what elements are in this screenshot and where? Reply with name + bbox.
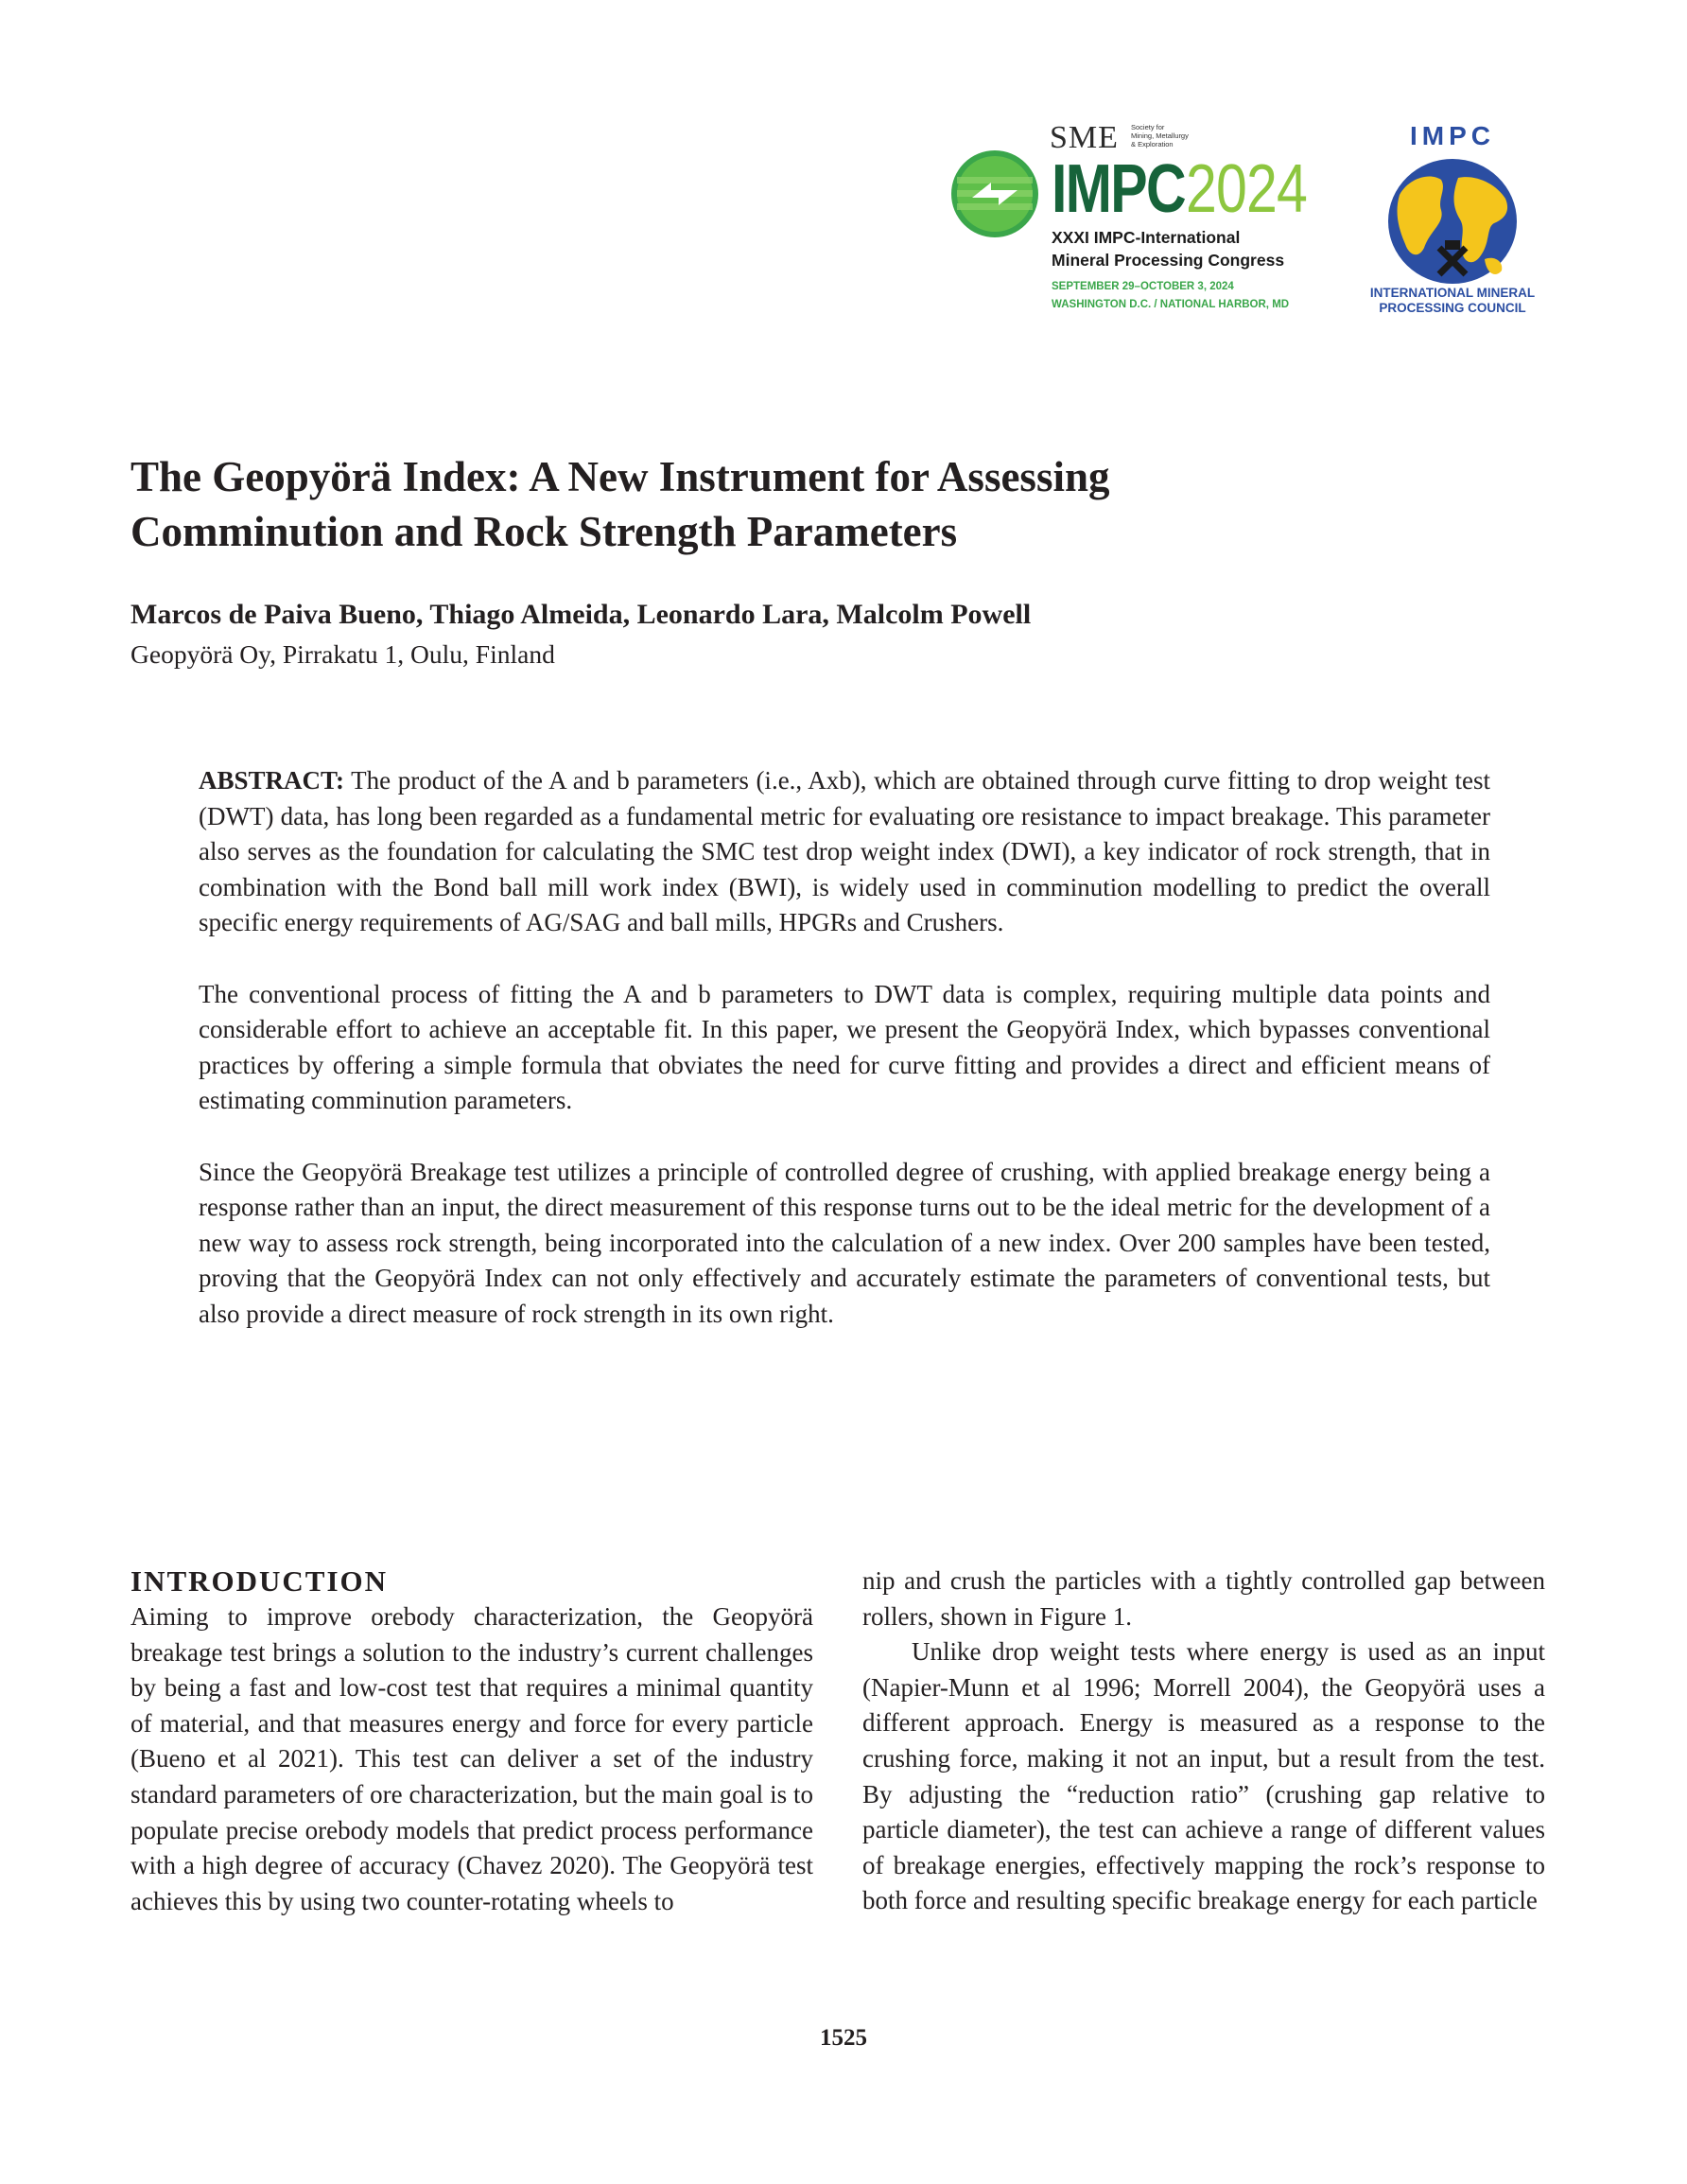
abstract-paragraph: Since the Geopyörä Breakage test utilizes a principle of controlled degree of crushing, with applied breakage energy being a response rather than an input, the direct measurement of this response turns out to be the ideal metric for the development of a new way to assess rock strength, being incorporated into the calculation of a new index. Over 200 samples have been tested, proving that the Geopyörä Index can not only effectively and accurately estimate the parameters of conventional tests, but also provide a direct measure of rock strength in its own right. [199, 1157, 1490, 1328]
body-paragraph: nip and crush the particles with a tightly controlled gap between rollers, shown in Figure 1. [862, 1566, 1545, 1631]
impc-council-title: IMPC [1410, 121, 1495, 150]
impc-year: 2024 [1186, 151, 1308, 227]
sme-wordmark: SME [1050, 120, 1119, 155]
author-list: Marcos de Paiva Bueno, Thiago Almeida, Leonardo Lara, Malcolm Powell [130, 599, 1032, 630]
section-heading-introduction: INTRODUCTION [130, 1564, 389, 1598]
impc-council-logo [1358, 121, 1547, 320]
sme-tagline-line: & Exploration [1131, 140, 1174, 149]
council-name-line2: PROCESSING COUNCIL [1379, 301, 1526, 315]
congress-location: WASHINGTON D.C. / NATIONAL HARBOR, MD [1052, 299, 1290, 310]
congress-dates: SEPTEMBER 29–OCTOBER 3, 2024 [1052, 281, 1234, 292]
paper-title-line: Comminution and Rock Strength Parameters [130, 508, 958, 555]
body-paragraph: Unlike drop weight tests where energy is used as an input (Napier-Munn et al 1996; Morrell 2004), the Geopyörä uses a different approach. Energy is measured as a response to the crushing force, making it not an input, but a result from the test. By adjusting the “reduction ratio” (crushing gap relative to particle diameter), the test can achieve a range of different values of breakage energies, effectively mapping the rock’s response to both force and resulting specific breakage energy for each particle [862, 1637, 1545, 1915]
impc-word: IMPC [1052, 151, 1186, 227]
abstract-paragraph [199, 763, 1490, 941]
abstract-text: The product of the A and b parameters (i.e., Axb), which are obtained through curve fitting to drop weight test (DWT) data, has long been regarded as a fundamental metric for evaluating ore resistance to impact breakage. This parameter also serves as the foundation for calculating the SMC test drop weight index (DWI), a key indicator of rock strength, that in combination with the Bond ball mill work index (BWI), is widely used in comminution modelling to predict the overall specific energy requirements of AG/SAG and ball mills, HPGRs and Crushers. [199, 766, 1491, 937]
sme-tagline-line: Society for [1131, 123, 1165, 131]
body-column-right [862, 1564, 1545, 1919]
body-paragraph: Aiming to improve orebody characterization, the Geopyörä breakage test brings a solution to the industry’s current challenges by being a fast and low-cost test that requires a minimal quantity of material, and that measures energy and force for every particle (Bueno et al 2021). This test can deliver a set of the industry standard parameters of ore characterization, but the main goal is to populate precise orebody models that predict process performance with a high degree of accuracy (Chavez 2020). The Geopyörä test achieves this by using two counter-rotating wheels to [130, 1602, 813, 1915]
body-column-left [130, 1564, 813, 1919]
congress-name-line1: XXXI IMPC-International [1052, 228, 1241, 247]
sme-tagline-line: Mining, Metallurgy [1131, 131, 1189, 140]
impc2024-wordmark [1052, 151, 1333, 227]
abstract [199, 763, 1490, 1368]
page-number: 1525 [820, 2025, 867, 2051]
paper-title-line: The Geopyörä Index: A New Instrument for Assessing [130, 453, 1110, 500]
council-name-line1: INTERNATIONAL MINERAL [1369, 286, 1536, 300]
affiliation: Geopyörä Oy, Pirrakatu 1, Oulu, Finland [130, 639, 555, 669]
abstract-paragraph: The conventional process of fitting the A and b parameters to DWT data is complex, requiring multiple data points and considerable effort to achieve an acceptable fit. In this paper, we present the Geopyörä Index, which bypasses conventional practices by offering a simple formula that obviates the need for curve fitting and provides a direct and efficient means of estimating comminution parameters. [199, 979, 1490, 1115]
abstract-label: ABSTRACT: [199, 766, 345, 795]
sme-tagline [1131, 123, 1216, 149]
paper-title [130, 449, 1360, 559]
congress-name-line2: Mineral Processing Congress [1052, 251, 1285, 270]
impc2024-emblem-icon [949, 149, 1040, 239]
